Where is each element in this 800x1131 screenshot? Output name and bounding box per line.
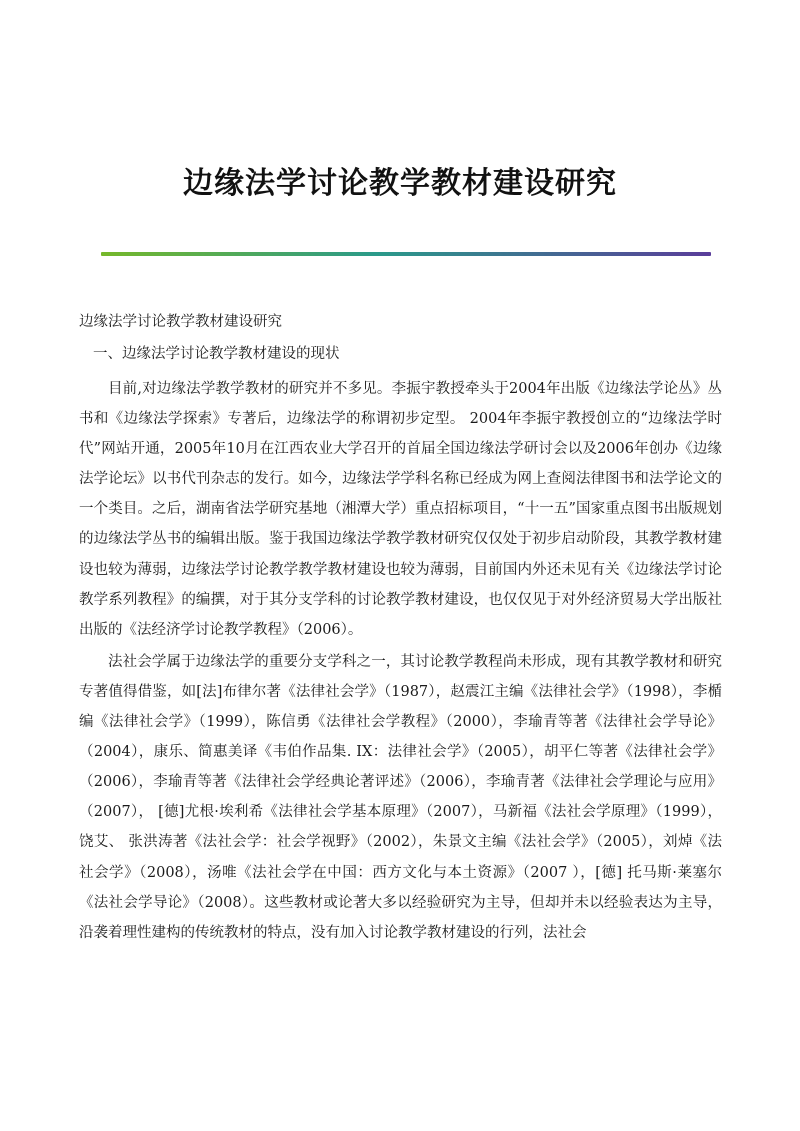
title-divider: [101, 252, 711, 256]
section-heading: 一、边缘法学讨论教学教材建设的现状: [93, 346, 340, 362]
body-paragraph: 法社会学属于边缘法学的重要分支学科之一，其讨论教学教程尚未形成，现有其教学教材和研究专著值得借鉴，如[法]布律尔著《法律社会学》（1987），赵震江主编《法律社会学》（1998），李楯编《法律社会学》（1999），陈信勇《法律社会学教程》（2000），李瑜青等著《法律社会学导论》（2004），康乐、简惠美译《韦伯作品集. IX：法律社会学》（2005），胡平仁等著《法律社会学》（2006），李瑜青等著《法律社会学经典论著评述》（2006），李瑜青著《法律社会学理论与应用》（2007）， [德]尤根·埃利希《法律社会学基本原理》（2007），马新福《法社会学原理》（1999），饶艾、 张洪涛著《法社会学：社会学视野》（2002），朱景文主编《法社会学》（2005），刘焯《法社会学》（2008），汤唯《法社会学在中国：西方文化与本土资源》（2007 ），[德] 托马斯·莱塞尔《法社会学导论》（2008）。这些教材或论著大多以经验研究为主导，但却并未以经验表达为主导，沿袭着理性建构的传统教材的特点，没有加入讨论教学教材建设的行列，法社会: [79, 653, 722, 941]
document-body: [79, 310, 722, 950]
document-subtitle: 边缘法学讨论教学教材建设研究: [79, 314, 282, 330]
document-title: 边缘法学讨论教学教材建设研究: [183, 166, 617, 201]
body-paragraph: 目前,对边缘法学教学教材的研究并不多见。李振宇教授牵头于2004年出版《边缘法学论丛》丛书和《边缘法学探索》专著后，边缘法学的称谓初步定型。 2004年李振宇教授创立的“边缘法学时代”网站开通，2005年10月在江西农业大学召开的首届全国边缘法学研讨会以及2006年创办《边缘法学论坛》以书代刊杂志的发行。如今，边缘法学学科名称已经成为网上查阅法律图书和法学论文的一个类目。之后，湖南省法学研究基地（湘潭大学）重点招标项目，“十一五”国家重点图书出版规划的边缘法学丛书的编辑出版。鉴于我国边缘法学教学教材研究仅仅处于初步启动阶段，其教学教材建设也较为薄弱，边缘法学讨论教学教学教材建设也较为薄弱，目前国内外还未见有关《边缘法学讨论教学系列教程》的编撰，对于其分支学科的讨论教学教材建设，也仅仅见于对外经济贸易大学出版社出版的《法经济学讨论教学教程》（2006）。: [79, 381, 722, 638]
